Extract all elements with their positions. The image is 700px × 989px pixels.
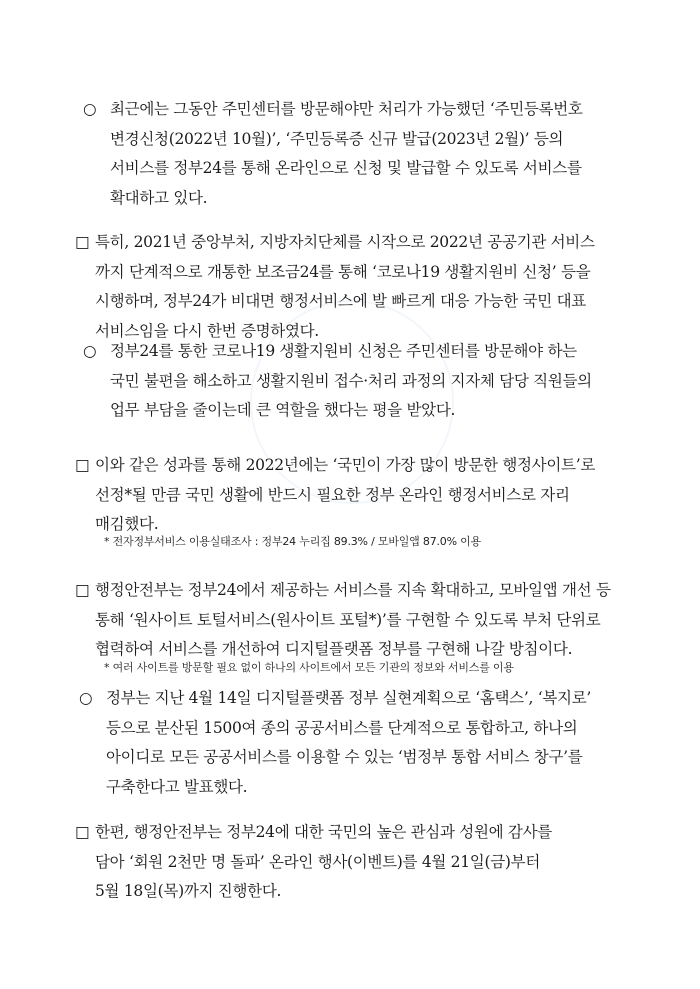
text-line: 아이디로 모든 공공서비스를 이용할 수 있는 ‘범정부 통합 서비스 창구’를 — [106, 748, 583, 766]
text-line: 특히, 2021년 중앙부처, 지방자치단체를 시작으로 2022년 공공기관 서비스 — [95, 233, 595, 251]
text-line: 행정안전부는 정부24에서 제공하는 서비스를 지속 확대하고, 모바일앱 개선 등 — [95, 581, 611, 599]
text-line: 국민 불편을 해소하고 생활지원비 접수·처리 과정의 지자체 담당 직원들의 — [110, 371, 592, 390]
paragraph-3 — [83, 337, 683, 426]
footnote: * 전자정부서비스 이용실태조사 : 정부24 누리집 89.3% / 모바일앱 87.0% 이용 — [104, 535, 481, 548]
text-line: 이와 같은 성과를 통해 2022년에는 ‘국민이 가장 많이 방문한 행정사이트’로 — [95, 456, 595, 474]
text-line: 등으로 분산된 1500여 종의 공공서비스를 단계적으로 통합하고, 하나의 — [106, 718, 578, 737]
paragraph-1 — [83, 95, 683, 213]
text-line: 시행하며, 정부24가 비대면 행정서비스에 발 빠르게 대응 가능한 국민 대표 — [95, 292, 586, 310]
text-line: 선정*될 만큼 국민 생활에 반드시 필요한 정부 온라인 행정서비스로 자리 — [95, 485, 570, 504]
text-line: 5월 18일(목)까지 진행한다. — [95, 882, 282, 900]
text-line: 서비스임을 다시 한번 증명하였다. — [95, 321, 319, 340]
text-line: 담아 ‘회원 2천만 명 돌파’ 온라인 행사(이벤트)를 4월 21일(금)부터 — [95, 852, 540, 871]
text-line: 서비스를 정부24를 통해 온라인으로 신청 및 발급할 수 있도록 서비스를 — [110, 159, 582, 177]
paragraph-2 — [75, 228, 685, 346]
text-line: 최근에는 그동안 주민센터를 방문해야만 처리가 가능했던 ‘주민등록번호 — [110, 100, 583, 118]
text-line: 확대하고 있다. — [110, 188, 208, 207]
paragraph-5 — [75, 576, 685, 665]
text-line: 정부는 지난 4월 14일 디지털플랫폼 정부 실현계획으로 ‘홈택스’, ‘복지로’ — [106, 689, 592, 707]
square-bullet-icon: □ — [75, 456, 90, 474]
text-line: 협력하여 서비스를 개선하여 디지털플랫폼 정부를 구현해 나갈 방침이다. — [95, 640, 573, 658]
text-line: 정부24를 통한 코로나19 생활지원비 신청은 주민센터를 방문해야 하는 — [110, 342, 577, 360]
text-line: 통해 ‘원사이트 토털서비스(원사이트 포털*)’를 구현할 수 있도록 부처 단위로 — [95, 610, 601, 629]
circle-bullet-icon: ○ — [79, 689, 93, 707]
square-bullet-icon: □ — [75, 823, 90, 841]
circle-bullet-icon: ○ — [83, 342, 97, 360]
text-line: 까지 단계적으로 개통한 보조금24를 통해 ‘코로나19 생활지원비 신청’ 등을 — [95, 262, 591, 281]
text-line: 한편, 행정안전부는 정부24에 대한 국민의 높은 관심과 성원에 감사를 — [95, 823, 552, 841]
text-line: 매김했다. — [95, 515, 159, 533]
square-bullet-icon: □ — [75, 581, 90, 599]
text-line: 변경신청(2022년 10월)’, ‘주민등록증 신규 발급(2023년 2월)’ 등의 — [110, 129, 564, 148]
paragraph-6 — [79, 684, 684, 802]
paragraph-4 — [75, 451, 685, 540]
footnote: * 여러 사이트를 방문할 필요 없이 하나의 사이트에서 모든 기관의 정보와 서비스를 이용 — [104, 661, 514, 674]
circle-bullet-icon: ○ — [83, 100, 97, 118]
text-line: 업무 부담을 줄이는데 큰 역할을 했다는 평을 받았다. — [110, 401, 456, 419]
paragraph-7 — [75, 818, 685, 907]
text-line: 구축한다고 발표했다. — [106, 777, 248, 796]
square-bullet-icon: □ — [75, 233, 90, 251]
